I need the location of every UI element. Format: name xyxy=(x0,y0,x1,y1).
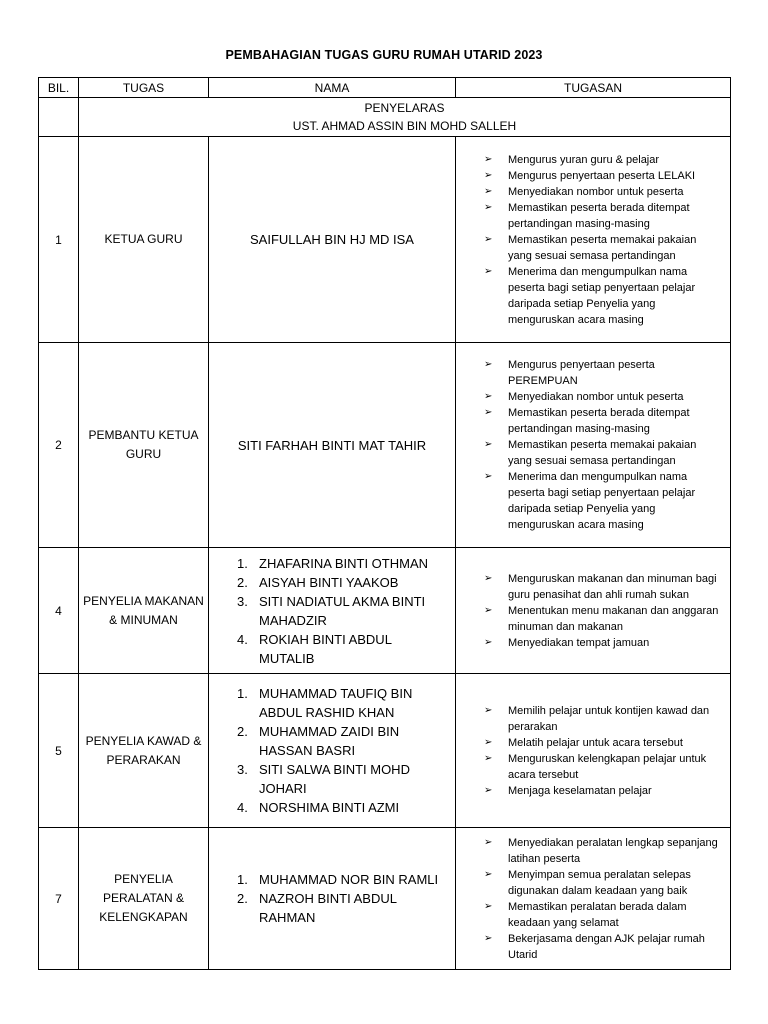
list-item xyxy=(456,184,722,200)
list-number: 3. xyxy=(237,593,248,609)
duty-text: Mengurus yuran guru & pelajar xyxy=(508,153,660,166)
arrow-bullet-icon: ➢ xyxy=(484,604,493,616)
list-item xyxy=(456,168,722,184)
list-item xyxy=(209,573,447,592)
coordinator-row xyxy=(39,98,731,137)
header-tugas: TUGAS xyxy=(79,78,209,98)
list-item xyxy=(456,152,722,168)
list-item xyxy=(456,571,722,603)
duties-cell xyxy=(456,674,731,828)
list-number: 1. xyxy=(237,686,248,701)
list-item xyxy=(456,835,722,867)
coordinator-name: UST. AHMAD ASSIN BIN MOHD SALLEH xyxy=(292,119,517,133)
header-tugasan: TUGASAN xyxy=(456,78,731,98)
arrow-bullet-icon: ➢ xyxy=(484,836,493,848)
list-item xyxy=(456,437,722,469)
list-number: 2. xyxy=(237,891,248,906)
arrow-bullet-icon: ➢ xyxy=(484,572,493,584)
list-item xyxy=(456,899,722,931)
duty-text: Memastikan peserta memakai pakaian yang sesuai semasa pertandingan xyxy=(508,439,697,467)
list-item xyxy=(209,760,447,798)
person-name: SAIFULLAH BIN HJ MD ISA xyxy=(250,232,414,247)
duties-cell xyxy=(456,828,731,970)
arrow-bullet-icon: ➢ xyxy=(484,704,493,716)
person-name: SITI SALWA BINTI MOHD JOHARI xyxy=(259,762,410,796)
list-item xyxy=(456,635,722,651)
coordinator-blank-cell xyxy=(39,98,79,137)
duty-text: Mengurus penyertaan peserta LELAKI xyxy=(508,169,696,182)
duty-text: Memastikan peralatan berada dalam keadaan yang selamat xyxy=(508,900,687,929)
duty-text: Menjaga keselamatan pelajar xyxy=(508,784,652,797)
person-name: AISYAH BINTI YAAKOB xyxy=(259,574,399,590)
row-number: 7 xyxy=(39,828,79,970)
duties-cell xyxy=(456,137,731,343)
duty-text: Menguruskan kelengkapan pelajar untuk acara tersebut xyxy=(508,752,707,781)
list-item xyxy=(209,889,447,927)
duty-text: Menguruskan makanan dan minuman bagi guru penasihat dan ahli rumah sukan xyxy=(508,572,717,601)
list-item xyxy=(456,469,722,533)
duties-list xyxy=(456,571,730,651)
list-item xyxy=(209,554,447,573)
arrow-bullet-icon: ➢ xyxy=(484,359,493,370)
list-item xyxy=(456,603,722,635)
arrow-bullet-icon: ➢ xyxy=(484,752,493,764)
arrow-bullet-icon: ➢ xyxy=(484,868,493,880)
names-cell xyxy=(209,548,456,674)
arrow-bullet-icon: ➢ xyxy=(484,233,493,245)
list-item xyxy=(456,200,722,232)
duties-list xyxy=(456,357,730,533)
coordinator-role: PENYELARAS xyxy=(364,101,445,115)
names-cell xyxy=(209,137,456,343)
duty-text: Memilih pelajar untuk kontijen kawad dan perarakan xyxy=(508,704,710,733)
header-nama: NAMA xyxy=(209,78,456,98)
person-name: SITI FARHAH BINTI MAT TAHIR xyxy=(237,437,427,453)
table-row xyxy=(39,137,731,343)
duty-text: Menyediakan nombor untuk peserta xyxy=(508,391,684,403)
list-item xyxy=(209,684,447,722)
role-title: PEMBANTU KETUA GURU xyxy=(79,343,209,548)
list-item xyxy=(456,405,722,437)
table-row xyxy=(39,674,731,828)
list-number: 4. xyxy=(237,631,248,647)
duty-text: Menyediakan nombor untuk peserta xyxy=(508,185,684,198)
duty-table xyxy=(38,77,731,970)
duty-text: Menerima dan mengumpulkan nama peserta bagi setiap penyertaan pelajar daripada setiap Penyelia yang menguruskan acara masing xyxy=(508,471,696,531)
duties-list xyxy=(456,703,730,799)
list-item xyxy=(456,783,722,799)
duty-text: Melatih pelajar untuk acara tersebut xyxy=(508,736,683,749)
list-number: 2. xyxy=(237,724,248,739)
arrow-bullet-icon: ➢ xyxy=(484,169,493,181)
row-number: 5 xyxy=(39,674,79,828)
arrow-bullet-icon: ➢ xyxy=(484,784,493,796)
list-item xyxy=(209,798,447,817)
arrow-bullet-icon: ➢ xyxy=(484,900,493,912)
arrow-bullet-icon: ➢ xyxy=(484,407,493,418)
list-item xyxy=(456,389,722,405)
arrow-bullet-icon: ➢ xyxy=(484,185,493,197)
duty-text: Menyediakan tempat jamuan xyxy=(508,636,650,649)
list-number: 1. xyxy=(237,555,248,571)
duty-text: Menerima dan mengumpulkan nama peserta bagi setiap penyertaan pelajar daripada setiap Penyelia yang menguruskan acara masing xyxy=(508,265,696,326)
list-number: 4. xyxy=(237,800,248,815)
names-cell xyxy=(209,343,456,548)
arrow-bullet-icon: ➢ xyxy=(484,439,493,450)
names-cell xyxy=(209,674,456,828)
person-name: NAZROH BINTI ABDUL RAHMAN xyxy=(259,891,397,925)
duties-list xyxy=(456,152,730,328)
table-row xyxy=(39,343,731,548)
list-item xyxy=(456,735,722,751)
arrow-bullet-icon: ➢ xyxy=(484,391,493,402)
duty-text: Memastikan peserta memakai pakaian yang sesuai semasa pertandingan xyxy=(508,233,697,262)
person-name: MUHAMMAD NOR BIN RAMLI xyxy=(259,872,439,887)
list-item xyxy=(209,722,447,760)
row-number: 4 xyxy=(39,548,79,674)
header-row xyxy=(39,78,731,98)
role-title: PENYELIA MAKANAN & MINUMAN xyxy=(79,548,209,674)
list-item xyxy=(456,931,722,963)
arrow-bullet-icon: ➢ xyxy=(484,153,493,165)
duty-text: Menentukan menu makanan dan anggaran minuman dan makanan xyxy=(508,604,719,633)
duty-text: Memastikan peserta berada ditempat pertandingan masing-masing xyxy=(508,407,690,435)
person-name: SITI NADIATUL AKMA BINTI MAHADZIR xyxy=(259,593,426,628)
list-item xyxy=(209,592,447,630)
header-bil: BIL. xyxy=(39,78,79,98)
duties-cell xyxy=(456,343,731,548)
list-item xyxy=(456,357,722,389)
duties-cell xyxy=(456,548,731,674)
arrow-bullet-icon: ➢ xyxy=(484,932,493,944)
duty-text: Bekerjasama dengan AJK pelajar rumah Utarid xyxy=(508,932,705,961)
role-title: KETUA GURU xyxy=(79,137,209,343)
table-row xyxy=(39,548,731,674)
duty-text: Menyimpan semua peralatan selepas digunakan dalam keadaan yang baik xyxy=(508,868,691,897)
list-item xyxy=(456,703,722,735)
arrow-bullet-icon: ➢ xyxy=(484,201,493,213)
names-list xyxy=(209,684,455,817)
person-name: ROKIAH BINTI ABDUL MUTALIB xyxy=(259,631,392,666)
names-list xyxy=(209,554,455,668)
table-row xyxy=(39,828,731,970)
arrow-bullet-icon: ➢ xyxy=(484,265,493,277)
list-number: 1. xyxy=(237,872,248,887)
coordinator-cell xyxy=(79,98,731,137)
list-item xyxy=(456,751,722,783)
person-name: MUHAMMAD ZAIDI BIN HASSAN BASRI xyxy=(259,724,400,758)
duty-text: Memastikan peserta berada ditempat pertandingan masing-masing xyxy=(508,201,690,230)
arrow-bullet-icon: ➢ xyxy=(484,736,493,748)
row-number: 2 xyxy=(39,343,79,548)
list-number: 2. xyxy=(237,574,248,590)
role-title: PENYELIA PERALATAN & KELENGKAPAN xyxy=(79,828,209,970)
duties-list xyxy=(456,835,730,963)
role-title: PENYELIA KAWAD & PERARAKAN xyxy=(79,674,209,828)
arrow-bullet-icon: ➢ xyxy=(484,636,493,648)
row-number: 1 xyxy=(39,137,79,343)
person-name: NORSHIMA BINTI AZMI xyxy=(259,800,400,815)
person-name: ZHAFARINA BINTI OTHMAN xyxy=(259,555,429,571)
arrow-bullet-icon: ➢ xyxy=(484,471,493,482)
document-title: PEMBAHAGIAN TUGAS GURU RUMAH UTARID 2023 xyxy=(225,48,543,62)
list-item xyxy=(456,867,722,899)
list-number: 3. xyxy=(237,762,248,777)
duty-text: Menyediakan peralatan lengkap sepanjang latihan peserta xyxy=(508,836,718,865)
names-list xyxy=(209,870,455,927)
list-item xyxy=(456,264,722,328)
person-name: MUHAMMAD TAUFIQ BIN ABDUL RASHID KHAN xyxy=(259,686,413,720)
names-cell xyxy=(209,828,456,970)
list-item xyxy=(456,232,722,264)
duty-text: Mengurus penyertaan peserta PEREMPUAN xyxy=(508,359,655,387)
list-item xyxy=(209,870,447,889)
list-item xyxy=(209,630,447,668)
